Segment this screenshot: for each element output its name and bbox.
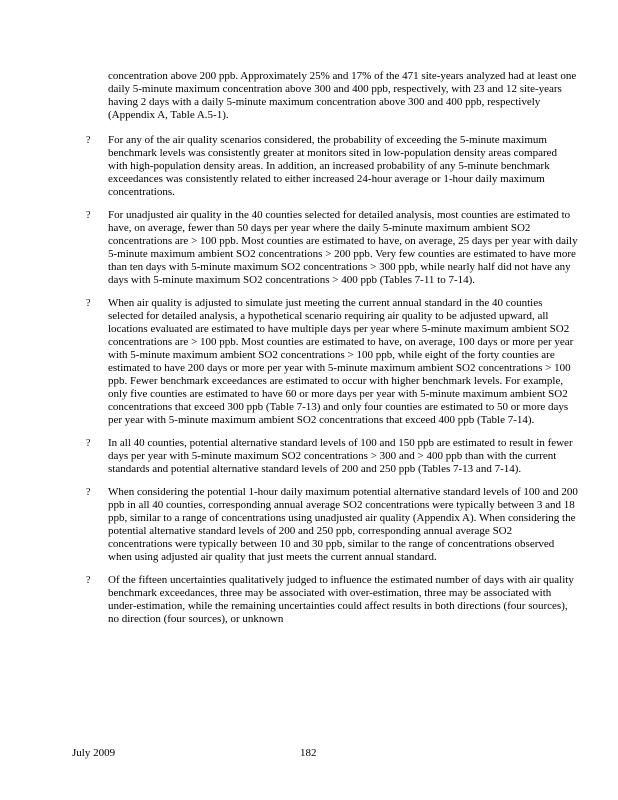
bullet-marker: ? — [86, 575, 91, 586]
bullet-marker: ? — [86, 487, 91, 498]
list-item — [86, 209, 578, 287]
bullet-text: When air quality is adjusted to simulate just meeting the current annual standard in the 40 counties selected for detailed analysis, a hypothetical scenario requiring air quality to be adjusted upward, all locations evaluated are estimated to have multiple days per year where 5-minute maximum ambient SO2 concentrations are > 100 ppb. Most counties are estimated to have, on average, 100 days or more per year with 5-minute maximum ambient SO2 concentrations > 100 ppb, while eight of the forty counties are estimated to have 200 days or more per year with 5-minute maximum ambient SO2 concentrations > 100 ppb. Fewer benchmark exceedances are estimated to occur with higher benchmark levels. For example, only five counties are estimated to have 60 or more days per year with 5-minute maximum ambient SO2 concentrations that exceed 300 ppb (Table 7-13) and only four counties are estimated to 50 or more days per year with 5-minute maximum ambient SO2 concentrations that exceed 400 ppb (Table 7-14). — [108, 297, 574, 426]
bullet-marker: ? — [86, 298, 91, 309]
page-number: 182 — [300, 747, 317, 759]
list-item — [86, 437, 578, 476]
bullet-marker: ? — [86, 210, 91, 221]
bullet-list — [86, 134, 578, 636]
bullet-text: For unadjusted air quality in the 40 counties selected for detailed analysis, most counties are estimated to have, on average, fewer than 50 days per year where the daily 5-minute maximum ambient SO2 concentrations are > 100 ppb. Most counties are estimated to have, on average, 25 days per year with daily 5-minute maximum ambient SO2 concentrations > 200 ppb. Very few counties are estimated to have more than ten days with 5-minute maximum SO2 concentrations > 300 ppb, while nearly half did not have any days with 5-minute maximum SO2 concentrations > 400 ppb (Tables 7-11 to 7-14). — [108, 209, 578, 286]
list-item — [86, 486, 578, 564]
list-item — [86, 134, 578, 199]
bullet-text: In all 40 counties, potential alternative standard levels of 100 and 150 ppb are estimated to result in fewer days per year with 5-minute maximum SO2 concentrations > 300 and > 400 ppb than with the current standards and potential alternative standard levels of 200 and 250 ppb (Tables 7-13 and 7-14). — [108, 437, 573, 475]
bullet-marker: ? — [86, 135, 91, 146]
list-item — [86, 574, 578, 626]
footer-date: July 2009 — [72, 747, 116, 759]
list-item — [86, 297, 578, 427]
bullet-text: Of the fifteen uncertainties qualitatively judged to influence the estimated number of days with air quality benchmark exceedances, three may be associated with over-estimation, three may be associated with under-estimation, while the remaining uncertainties could affect results in both directions (four sources), no direction (four sources), or unknown — [108, 574, 574, 625]
bullet-text: When considering the potential 1-hour daily maximum potential alternative standard levels of 100 and 200 ppb in all 40 counties, corresponding annual average SO2 concentrations were typically between 3 and 18 ppb, similar to a range of concentrations using unadjusted air quality (Appendix A). When considering the potential alternative standard levels of 200 and 250 ppb, corresponding annual average SO2 concentrations were typically between 10 and 30 ppb, similar to the range of concentrations observed when using adjusted air quality that just meets the current annual standard. — [108, 486, 578, 563]
intro-paragraph: concentration above 200 ppb. Approximately 25% and 17% of the 471 site-years analyzed had at least one daily 5-minute maximum concentration above 300 and 400 ppb, respectively, with 23 and 12 site-years having 2 days with a daily 5-minute maximum concentration above 300 and 400 ppb, respectively (Appendix A, Table A.5-1). — [108, 70, 577, 121]
bullet-marker: ? — [86, 438, 91, 449]
bullet-text: For any of the air quality scenarios considered, the probability of exceeding the 5-minute maximum benchmark levels was consistently greater at monitors sited in low-population density areas compared with high-population density areas. In addition, an increased probability of any 5-minute benchmark exceedances was consistently related to either increased 24-hour average or 1-hour daily maximum concentrations. — [108, 134, 558, 198]
